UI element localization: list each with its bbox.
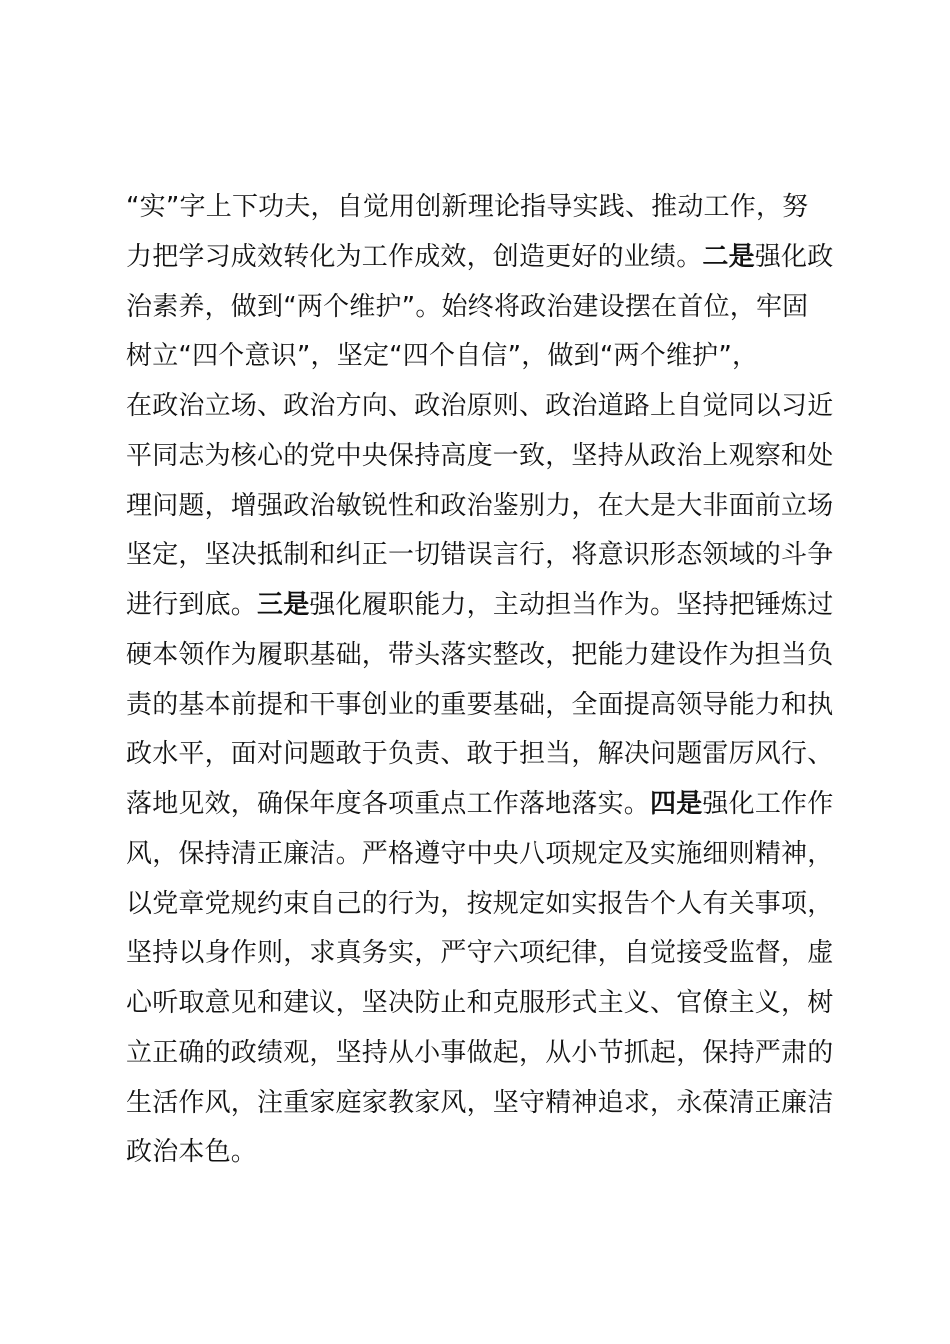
text-line <box>126 880 846 930</box>
text-segment: 平同志为核心的党中央保持高度一致，坚持从政治上观察和处 <box>126 440 834 471</box>
text-line <box>126 1128 846 1178</box>
text-segment: 强化工作作 <box>702 789 834 819</box>
text-line <box>126 581 846 631</box>
bold-heading-marker: 三是 <box>257 590 310 620</box>
text-line <box>126 1029 846 1079</box>
bold-heading-marker: 二是 <box>702 241 755 272</box>
text-segment: 硬本领作为履职基础，带头落实整改，把能力建设作为担当负 <box>126 639 834 670</box>
text-line <box>126 730 846 780</box>
text-segment: 责的基本前提和干事创业的重要基础，全面提高领导能力和执 <box>126 689 834 720</box>
text-line <box>126 1079 846 1129</box>
text-line <box>126 929 846 979</box>
text-segment: 坚持以身作则，求真务实，严守六项纪律，自觉接受监督，虚 <box>126 938 834 969</box>
text-line <box>126 681 846 731</box>
text-line <box>126 233 846 283</box>
text-segment: 强化政 <box>754 241 834 272</box>
text-line <box>126 631 846 681</box>
bold-heading-marker: 四是 <box>650 789 703 819</box>
text-segment: 强化履职能力，主动担当作为。坚持把锤炼过 <box>309 590 834 620</box>
text-segment: 落地见效，确保年度各项重点工作落地落实。 <box>126 789 651 819</box>
text-line <box>126 283 846 333</box>
text-segment: 政治本色。 <box>126 1137 258 1168</box>
text-segment: 坚定，坚决抵制和纠正一切错误言行，将意识形态领域的斗争 <box>126 540 834 571</box>
text-line <box>126 183 846 233</box>
text-line <box>126 780 846 830</box>
text-line <box>126 830 846 880</box>
text-segment: 治素养，做到“两个维护”。始终将政治建设摆在首位，牢固 <box>126 291 809 322</box>
text-segment: “实”字上下功夫，自觉用创新理论指导实践、推动工作，努 <box>126 192 809 222</box>
text-line <box>126 332 846 382</box>
text-segment: 力把学习成效转化为工作成效，创造更好的业绩。 <box>126 241 703 272</box>
text-line <box>126 979 846 1029</box>
text-segment: 在政治立场、政治方向、政治原则、政治道路上自觉同以习近 <box>126 391 834 421</box>
text-segment: 树立“四个意识”，坚定“四个自信”，做到“两个维护”， <box>126 341 759 372</box>
text-segment: 立正确的政绩观，坚持从小事做起，从小节抓起，保持严肃的 <box>126 1037 834 1068</box>
text-line <box>126 482 846 532</box>
text-segment: 政水平，面对问题敢于负责、敢于担当，解决问题雷厉风行、 <box>126 739 834 770</box>
text-line <box>126 432 846 482</box>
text-segment: 以党章党规约束自己的行为，按规定如实报告个人有关事项， <box>126 888 834 919</box>
text-segment: 风，保持清正廉洁。严格遵守中央八项规定及实施细则精神， <box>126 838 834 869</box>
text-segment: 生活作风，注重家庭家教家风，坚守精神追求，永葆清正廉洁 <box>126 1087 834 1118</box>
text-line <box>126 382 846 432</box>
text-segment: 心听取意见和建议，坚决防止和克服形式主义、官僚主义，树 <box>126 988 834 1018</box>
body-paragraph <box>126 183 846 1178</box>
text-line <box>126 531 846 581</box>
text-segment: 理问题，增强政治敏锐性和政治鉴别力，在大是大非面前立场 <box>126 490 834 521</box>
text-segment: 进行到底。 <box>126 590 258 620</box>
